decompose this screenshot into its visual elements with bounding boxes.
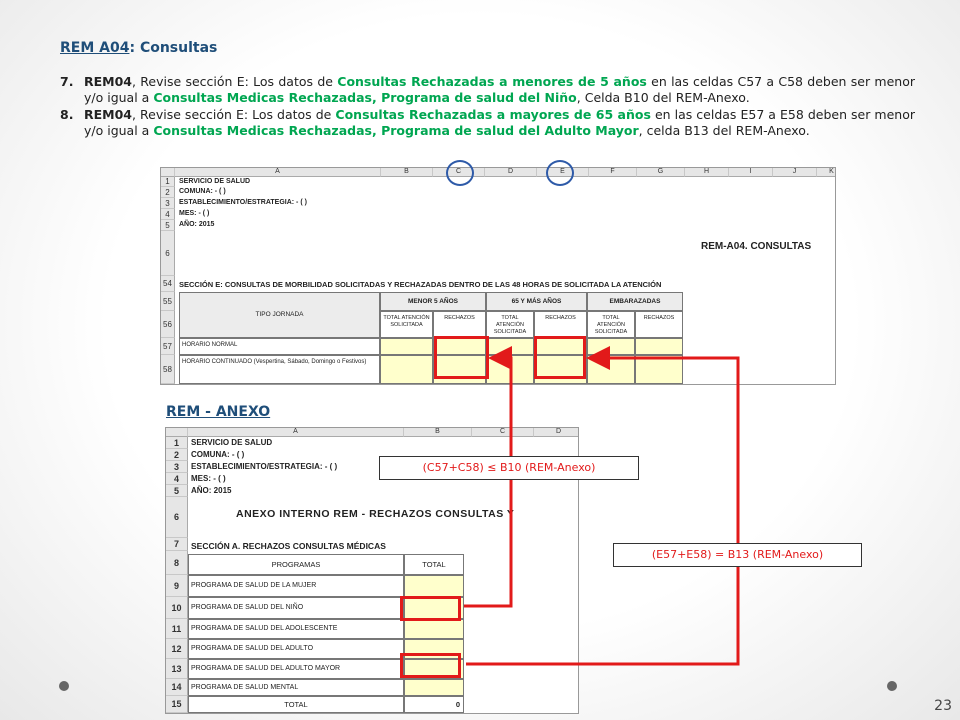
sub-column-header: RECHAZOS <box>534 311 587 338</box>
row-number: 5 <box>161 220 175 231</box>
column-header: C <box>472 428 534 437</box>
instruction-fragment: Consultas Medicas Rechazadas, Programa de salud del Niño <box>153 90 577 105</box>
row-number: 10 <box>166 597 188 619</box>
report-title: ANEXO INTERNO REM - RECHAZOS CONSULTAS Y <box>236 508 515 520</box>
row-number: 7 <box>166 538 188 551</box>
column-header: A <box>175 168 381 177</box>
sheet-header-line: COMUNA: - ( ) <box>179 188 226 195</box>
group-header: EMBARAZADAS <box>587 292 683 311</box>
sheet-header-line: AÑO: 2015 <box>179 221 215 228</box>
program-row-label: PROGRAMA DE SALUD DEL ADULTO MAYOR <box>188 659 404 679</box>
instruction-fragment: Consultas Medicas Rechazadas, Programa de salud del Adulto Mayor <box>153 123 639 138</box>
column-header: G <box>637 168 685 177</box>
column-header: C <box>433 168 485 177</box>
row-label: HORARIO NORMAL <box>179 338 380 355</box>
row-number: 57 <box>161 338 175 355</box>
row-label: HORARIO CONTINUADO (Vespertina, Sábado, Domingo o Festivos) <box>179 355 380 384</box>
nav-dot-right <box>887 681 897 691</box>
row-number: 9 <box>166 575 188 597</box>
row-number: 54 <box>161 276 175 292</box>
group-header: 65 Y MÁS AÑOS <box>486 292 587 311</box>
instruction-fragment: Consultas Rechazadas a mayores de 65 años <box>335 107 651 122</box>
row-number: 2 <box>166 449 188 461</box>
instruction-fragment: en las celdas E57 a E58 deben ser menor y/o igual a <box>84 107 915 138</box>
instruction-fragment: REM04 <box>84 107 132 122</box>
row-number: 58 <box>161 355 175 384</box>
row-number: 15 <box>166 696 188 713</box>
row-number: 14 <box>166 679 188 696</box>
row-number: 1 <box>161 177 175 187</box>
sheet-header-line: AÑO: 2015 <box>191 486 232 495</box>
program-row-label: PROGRAMA DE SALUD DEL NIÑO <box>188 597 404 619</box>
row-number: 5 <box>166 485 188 497</box>
program-row-label: PROGRAMA DE SALUD MENTAL <box>188 679 404 696</box>
instruction-fragment: , Revise sección E: Los datos de <box>132 107 336 122</box>
sub-column-header: TOTAL ATENCIÓN SOLICITADA <box>380 311 433 338</box>
row-number: 11 <box>166 619 188 639</box>
instruction-fragment: , Celda B10 del REM-Anexo. <box>576 90 750 105</box>
instruction-number: 7. <box>60 74 74 89</box>
title-rest: : Consultas <box>129 40 218 56</box>
row-number: 55 <box>161 292 175 311</box>
program-row-label: PROGRAMA DE SALUD DEL ADULTO <box>188 639 404 659</box>
anexo-label: REM - ANEXO <box>166 404 271 420</box>
instruction-fragment: REM04 <box>84 74 132 89</box>
row-number: 13 <box>166 659 188 679</box>
nav-dot-left <box>59 681 69 691</box>
section-title: SECCIÓN E: CONSULTAS DE MORBILIDAD SOLICITADAS Y RECHAZADAS DENTRO DE LAS 48 HORAS DE SOLICITADA LA ATENCIÓN <box>179 280 662 289</box>
column-header: E <box>537 168 589 177</box>
program-row-label: PROGRAMA DE SALUD DE LA MUJER <box>188 575 404 597</box>
instruction-fragment: Consultas Rechazadas a menores de 5 años <box>337 74 647 89</box>
row-number: 6 <box>161 231 175 276</box>
formula-e-rule: (E57+E58) = B13 (REM-Anexo) <box>613 543 862 567</box>
row-number: 8 <box>166 551 188 575</box>
row-number: 12 <box>166 639 188 659</box>
column-header: F <box>589 168 637 177</box>
page-number: 23 <box>934 698 952 714</box>
sheet-header-line: SERVICIO DE SALUD <box>191 438 273 447</box>
total-row-value: 0 <box>404 696 464 713</box>
programas-header: PROGRAMAS <box>188 554 404 575</box>
arrow-e-to-b13 <box>466 358 738 664</box>
column-header: H <box>685 168 729 177</box>
formula-c-rule: (C57+C58) ≤ B10 (REM-Anexo) <box>379 456 639 480</box>
arrow-c-to-b10 <box>464 358 511 606</box>
sheet-header-line: SERVICIO DE SALUD <box>179 178 251 185</box>
row-number: 3 <box>166 461 188 473</box>
column-header: B <box>381 168 433 177</box>
instruction-fragment: , Revise sección E: Los datos de <box>132 74 338 89</box>
sub-column-header: RECHAZOS <box>433 311 486 338</box>
instruction-number: 8. <box>60 107 74 122</box>
sub-column-header: RECHAZOS <box>635 311 683 338</box>
total-row-label: TOTAL <box>188 696 404 713</box>
row-number: 2 <box>161 187 175 198</box>
instruction-fragment: , celda B13 del REM-Anexo. <box>638 123 810 138</box>
column-header: A <box>188 428 404 437</box>
sheet-header-line: MES: - ( ) <box>191 474 226 483</box>
row-number: 3 <box>161 198 175 209</box>
sheet-header-line: ESTABLECIMIENTO/ESTRATEGIA: - ( ) <box>191 462 338 471</box>
row-number: 1 <box>166 437 188 449</box>
column-header: B <box>404 428 472 437</box>
column-header: J <box>773 168 817 177</box>
column-header: D <box>485 168 537 177</box>
tipo-jornada-header: TIPO JORNADA <box>179 292 380 338</box>
column-header: K <box>817 168 836 177</box>
row-number: 4 <box>166 473 188 485</box>
title-link[interactable]: REM A04 <box>60 40 130 56</box>
row-number: 56 <box>161 311 175 338</box>
sheet-header-line: COMUNA: - ( ) <box>191 450 245 459</box>
program-row-label: PROGRAMA DE SALUD DEL ADOLESCENTE <box>188 619 404 639</box>
sheet-header-line: ESTABLECIMIENTO/ESTRATEGIA: - ( ) <box>179 199 307 206</box>
sub-column-header: TOTAL ATENCIÓN SOLICITADA <box>587 311 635 338</box>
row-number: 4 <box>161 209 175 220</box>
instruction-fragment: en las celdas C57 a C58 deben ser menor y/o igual a <box>84 74 915 105</box>
column-header: D <box>534 428 579 437</box>
column-header: I <box>729 168 773 177</box>
sub-column-header: TOTAL ATENCIÓN SOLICITADA <box>486 311 534 338</box>
report-title: REM-A04. CONSULTAS <box>701 241 812 252</box>
total-header: TOTAL <box>404 554 464 575</box>
section-title: SECCIÓN A. RECHAZOS CONSULTAS MÉDICAS <box>191 541 386 551</box>
row-number: 6 <box>166 497 188 538</box>
group-header: MENOR 5 AÑOS <box>380 292 486 311</box>
sheet-header-line: MES: - ( ) <box>179 210 210 217</box>
